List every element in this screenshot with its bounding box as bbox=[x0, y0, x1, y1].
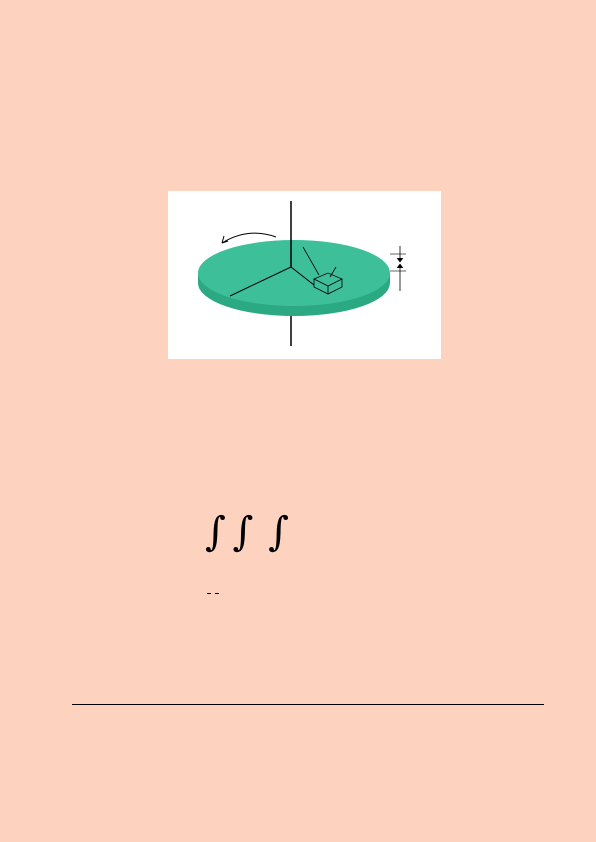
integral-sign-2: ∫ bbox=[232, 509, 254, 555]
h-arrowhead-top bbox=[397, 258, 403, 262]
h-arrowhead-bottom bbox=[397, 264, 403, 268]
frac2-num bbox=[215, 593, 219, 594]
equation-rhs-2 bbox=[205, 579, 221, 604]
integral-sign-1: ∫ bbox=[205, 509, 226, 555]
disk-top bbox=[198, 240, 390, 306]
frac-R4-over-4 bbox=[207, 593, 211, 594]
footer-divider bbox=[72, 704, 544, 705]
disk-figure bbox=[168, 191, 441, 359]
disk-diagram bbox=[168, 191, 441, 359]
equation-rhs-1 bbox=[205, 509, 311, 555]
integral-sign-3: ∫ bbox=[268, 509, 289, 555]
frac-one-half bbox=[215, 593, 219, 594]
